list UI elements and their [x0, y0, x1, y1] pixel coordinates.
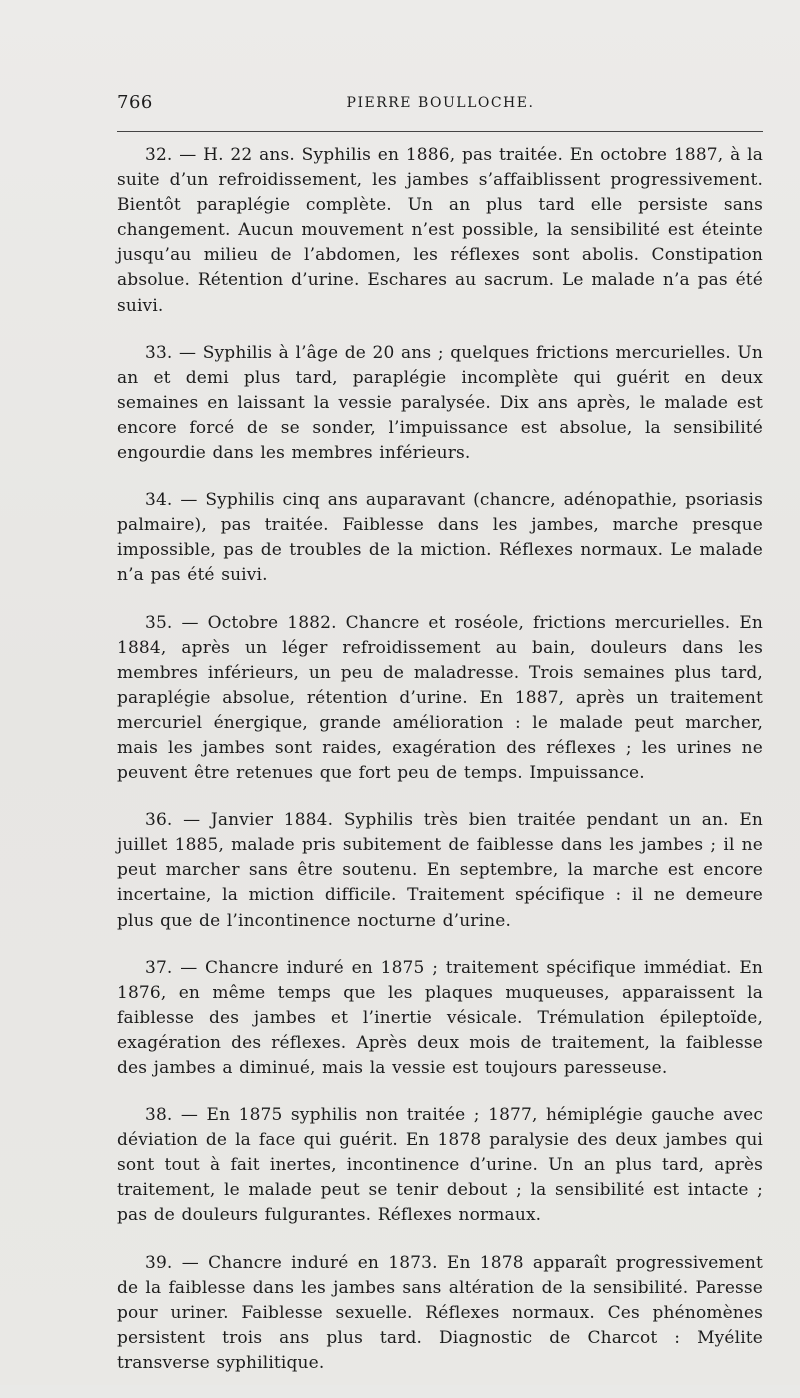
case-32-paragraph: 32. — H. 22 ans. Syphilis en 1886, pas traitée. En octobre 1887, à la suite d’un refroidissement, les jambes s’affaiblissent progressivement. Bientôt paraplégie complète. Un an plus tard elle persiste sans changement. Aucun mouvement n’est possible, la sensibilité est éteinte jusqu’au milieu de l’abdomen, les réflexes sont abolis. Constipation absolue. Rétention d’urine. Eschares au sacrum. Le malade n’a pas été suivi. — [117, 145, 763, 316]
case-39-paragraph: 39. — Chancre induré en 1873. En 1878 apparaît progressivement de la faiblesse dans les jambes sans altération de la sensibilité. Paresse pour uriner. Faiblesse sexuelle. Réflexes normaux. Ces phénomènes persistent trois ans plus tard. Diagnostic de Charcot : Myélite transverse syphilitique. — [117, 1252, 763, 1373]
case-36-paragraph: 36. — Janvier 1884. Syphilis très bien traitée pendant un an. En juillet 1885, malade pris subitement de faiblesse dans les jambes ; il ne peut marcher sans être soutenu. En septembre, la marche est encore incertaine, la miction difficile. Traitement spécifique : il ne demeure plus que de l’incontinence nocturne d’urine. — [117, 810, 763, 931]
page-header — [117, 92, 764, 122]
page-number: 766 — [117, 92, 153, 113]
case-35-paragraph: 35. — Octobre 1882. Chancre et roséole, frictions mercurielles. En 1884, après un léger refroidissement au bain, douleurs dans les membres inférieurs, un peu de maladresse. Trois semaines plus tard, paraplégie absolue, rétention d’urine. En 1887, après un traitement mercuriel énergique, grande amélioration : le malade peut marcher, mais les jambes sont raides, exagération des réflexes ; les urines ne peuvent être retenues que fort peu de temps. Impuissance. — [117, 612, 763, 784]
running-head: PIERRE BOULLOCHE. — [346, 95, 535, 111]
case-33-paragraph: 33. — Syphilis à l’âge de 20 ans ; quelques frictions mercurielles. Un an et demi plus tard, paraplégie incomplète qui guérit en deux semaines en laissant la vessie paralysée. Dix ans après, le malade est encore forcé de se sonder, l’impuissance est absolue, la sensibilité engourdie dans les membres inférieurs. — [117, 342, 763, 464]
page-body — [117, 143, 763, 1398]
header-rule — [117, 131, 763, 132]
case-38-paragraph: 38. — En 1875 syphilis non traitée ; 1877, hémiplégie gauche avec déviation de la face qui guérit. En 1878 paralysie des deux jambes qui sont tout à fait inertes, incontinence d’urine. Un an plus tard, après traitement, le malade peut se tenir debout ; la sensibilité est intacte ; pas de douleurs fulgurantes. Réflexes normaux. — [117, 1105, 763, 1226]
case-37-paragraph: 37. — Chancre induré en 1875 ; traitement spécifique immédiat. En 1876, en même temps que les plaques muqueuses, apparaissent la faiblesse des jambes et l’inertie vésicale. Trémulation épileptoïde, exagération des réflexes. Après deux mois de traitement, la faiblesse des jambes a diminué, mais la vessie est toujours paresseuse. — [117, 957, 763, 1078]
case-34-paragraph: 34. — Syphilis cinq ans auparavant (chancre, adénopathie, psoriasis palmaire), pas traitée. Faiblesse dans les jambes, marche presque impossible, pas de troubles de la miction. Réflexes normaux. Le malade n’a pas été suivi. — [117, 490, 763, 586]
